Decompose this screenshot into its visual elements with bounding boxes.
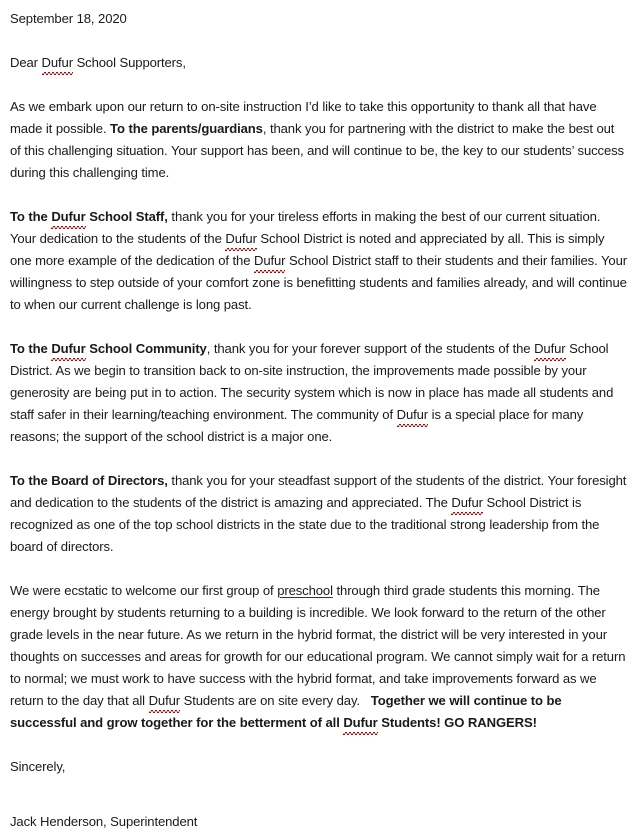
paragraph-school-community bbox=[10, 338, 628, 448]
paragraph-board-text-a: thank you for your steadfast support of the students of the district. Your foresight and dedication to the students of the district is amazing and appreciated. The bbox=[10, 473, 627, 510]
salutation-line bbox=[10, 52, 628, 74]
misspelled-word-dufur: Dufur bbox=[451, 492, 482, 514]
spacer bbox=[10, 184, 628, 206]
paragraph-return-text-c: Students are on site every day. bbox=[180, 693, 360, 708]
salutation-prefix: Dear bbox=[10, 55, 42, 70]
bold-lead-prefix: To the bbox=[10, 341, 52, 356]
paragraph-school-community-text-a: , thank you for your forever support of the students of the bbox=[206, 341, 535, 356]
misspelled-word-dufur: Dufur bbox=[51, 206, 85, 228]
bold-parents-guardians: To the parents/guardians bbox=[110, 121, 263, 136]
misspelled-word-dufur: Dufur bbox=[225, 228, 256, 250]
paragraph-return-text-a: We were ecstatic to welcome our first group of bbox=[10, 583, 278, 598]
bold-closing-statement-a: Together we will continue to be successful and grow together for the betterment of all bbox=[10, 693, 562, 730]
date-line bbox=[10, 8, 628, 30]
misspelled-word-dufur: Dufur bbox=[397, 404, 428, 426]
paragraph-intro bbox=[10, 96, 628, 184]
paragraph-school-community-text-c: is a special place for many reasons; the support of the school district is a major one. bbox=[10, 407, 584, 444]
spacer bbox=[10, 734, 628, 756]
bold-lead-prefix: To the bbox=[10, 209, 52, 224]
misspelled-word-dufur: Dufur bbox=[42, 52, 73, 74]
signature-text: Jack Henderson, Superintendent bbox=[10, 814, 198, 829]
misspelled-word-dufur: Dufur bbox=[343, 712, 377, 734]
closing-text: Sincerely, bbox=[10, 759, 66, 774]
date-text: September 18, 2020 bbox=[10, 11, 127, 26]
salutation-suffix: School Supporters, bbox=[72, 55, 186, 70]
paragraph-intro-text-b: , thank you for partnering with the district to make the best out of this challenging situation. Your support has been, and will continue to be, the key to our students’ success during this challenging time. bbox=[10, 121, 624, 180]
misspelled-word-dufur: Dufur bbox=[51, 338, 85, 360]
bold-lead-suffix: School Community bbox=[85, 341, 207, 356]
bold-lead-board: To the Board of Directors, bbox=[10, 473, 168, 488]
misspelled-word-dufur: Dufur bbox=[534, 338, 565, 360]
paragraph-school-staff-text-c: School District staff to their students and their families. Your willingness to step outside of your comfort zone is benefitting students and families already, and will continue to when our current challenge is long past. bbox=[10, 253, 627, 312]
paragraph-school-community-text-b: School District. As we begin to transition back to on-site instruction, the improvements made possible by your generosity are being put in to action. The security system which is now in place has made all students and staff safer in their learning/teaching environment. The community of bbox=[10, 341, 614, 422]
bold-closing-statement-b: Students! GO RANGERS! bbox=[377, 715, 537, 730]
paragraph-school-staff bbox=[10, 206, 628, 316]
spacer bbox=[10, 30, 628, 52]
spacer bbox=[10, 448, 628, 470]
misspelled-word-dufur: Dufur bbox=[149, 690, 180, 712]
misspelled-word-dufur: Dufur bbox=[254, 250, 285, 272]
spacer bbox=[10, 558, 628, 580]
paragraph-school-staff-text-a: thank you for your tireless efforts in making the best of our current situation. Your dedication to the students of the bbox=[10, 209, 601, 246]
paragraph-board-text-b: School District is recognized as one of the top school districts in the state due to the traditional strong leadership from the board of directors. bbox=[10, 495, 600, 554]
closing-line bbox=[10, 756, 628, 778]
paragraph-return-to-school bbox=[10, 580, 628, 734]
underlined-word-preschool: preschool bbox=[277, 583, 333, 598]
paragraph-intro-text-a: As we embark upon our return to on-site instruction I’d like to take this opportunity to thank all that have made it possible. bbox=[10, 99, 597, 136]
spacer bbox=[10, 74, 628, 96]
signature-spacer bbox=[10, 778, 628, 811]
spacing-run bbox=[360, 693, 371, 708]
paragraph-return-text-b: through third grade students this morning. The energy brought by students returning to a building is incredible. We look forward to the return of the other grade levels in the near future. As we return in the hybrid format, the district will be very interested in your thoughts on successes and areas for growth for our educational program. We cannot simply wait for a return to normal; we must work to have success with the hybrid format, and take improvements forward as we return to the day that all bbox=[10, 583, 626, 708]
spacer bbox=[10, 316, 628, 338]
paragraph-school-staff-text-b: School District is noted and appreciated by all. This is simply one more example of the dedication of the bbox=[10, 231, 605, 268]
bold-lead-suffix: School Staff, bbox=[85, 209, 168, 224]
signature-line bbox=[10, 811, 628, 833]
paragraph-board-of-directors bbox=[10, 470, 628, 558]
